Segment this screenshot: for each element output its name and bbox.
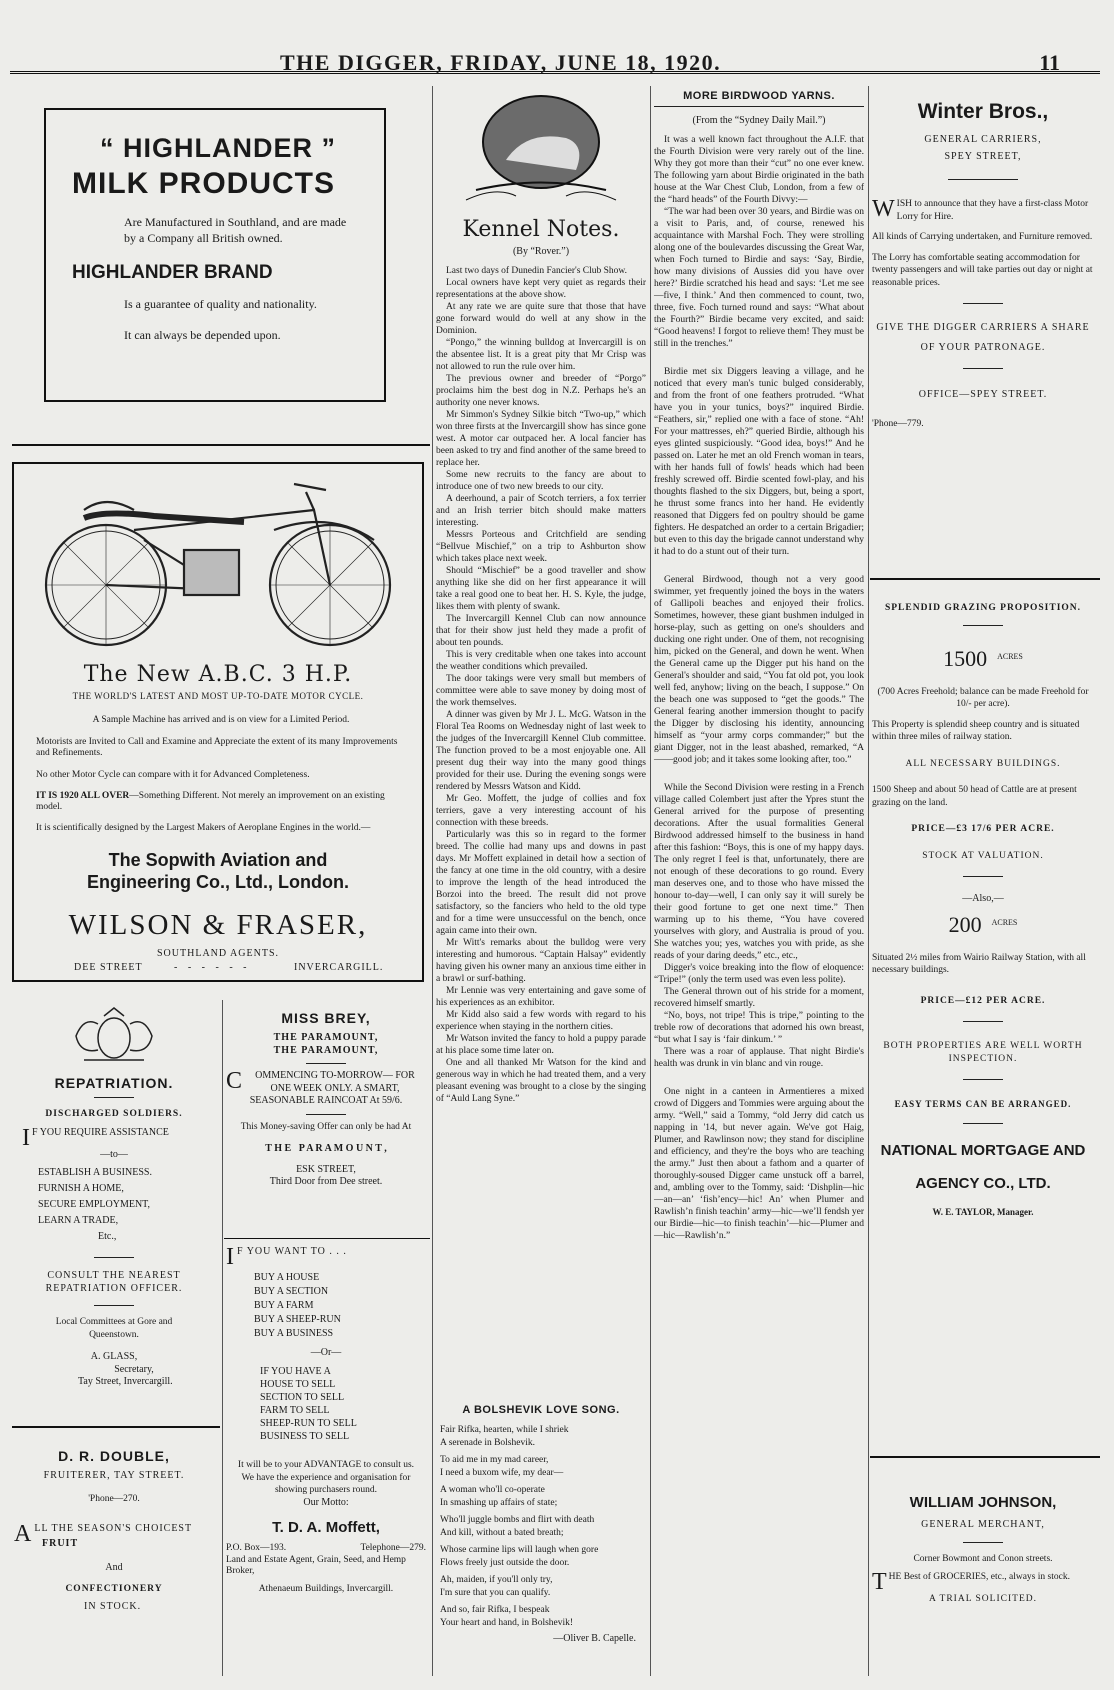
- brey-offer: [226, 1070, 426, 1108]
- moffett-buy-item: BUY A FARM: [254, 1299, 314, 1311]
- poem-line: I need a buxom wife, my dear—: [440, 1467, 564, 1478]
- kennel-paragraph: Mr Watson invited the fancy to hold a puppy parade at his place some time later on.: [436, 1033, 646, 1056]
- moffett-sell: [226, 1365, 426, 1443]
- moffett-tel: Telephone—279.: [360, 1543, 426, 1553]
- poem-line: To aid me in my mad career,: [440, 1455, 549, 1465]
- kennel-illustration: [436, 90, 646, 210]
- abc-para: A Sample Machine has arrived and is on view for a Limited Period.: [92, 715, 350, 725]
- johnson-line: [872, 1569, 1094, 1595]
- birdwood-yarns: [654, 90, 864, 1242]
- brey-ad: [226, 1010, 426, 1189]
- repatriation-name: A. GLASS,: [90, 1351, 138, 1362]
- dropcap: I: [22, 1124, 30, 1151]
- double-fruit: FRUIT: [42, 1537, 79, 1549]
- grazing-title: SPLENDID GRAZING PROPOSITION.: [884, 603, 1082, 613]
- highlander-title: “ HIGHLANDER ”: [100, 133, 336, 163]
- grazing-easy: EASY TERMS CAN BE ARRANGED.: [894, 1099, 1072, 1109]
- brey-p2: This Money-saving Offer can only be had At: [240, 1121, 412, 1132]
- grazing-co1: NATIONAL MORTGAGE AND: [880, 1141, 1086, 1159]
- poem-line: A woman who'll co-operate: [440, 1485, 545, 1495]
- kennel-paragraph: Local owners have kept very quiet as regards their representations at the above show.: [436, 277, 646, 300]
- moffett-sell-item: BUSINESS TO SELL: [260, 1431, 350, 1442]
- repatriation-item: SECURE EMPLOYMENT,: [38, 1199, 151, 1210]
- kennel-paragraph: At any rate we are quite sure that those that have gone forward would do well at any show in the Dominion.: [436, 301, 646, 336]
- kennel-paragraph: Particularly was this so in regard to the former breed. The collie had many ups and downs in past days. Mr Moffett explained in detail how a section of the fancy at one time in the old country, with a desire to improve the length of the head introduced the Borzoi into the breed. The result did not prove satisfactory, so the fanciers who held to the old type and for a time were unsuccessful on the bench, once again came into their own.: [436, 829, 646, 936]
- grazing-num2: 200: [948, 911, 982, 937]
- bolshevik-lines: [436, 1424, 646, 1629]
- kennel-paragraph: “Pongo,” the winning bulldog at Invercargill is on the absentee list. It is a great pity that Mr Crisp was not allowed to run the rule over him.: [436, 337, 646, 372]
- repatriation-consult: CONSULT THE NEAREST REPATRIATION OFFICER.: [45, 1270, 183, 1294]
- abc-subtitle: THE WORLD'S LATEST AND MOST UP-TO-DATE MOTOR CYCLE.: [72, 691, 364, 701]
- divider: [870, 1456, 1100, 1458]
- poem-line: A serenade in Bolshevik.: [440, 1437, 535, 1448]
- winter-phone: 'Phone—779.: [872, 418, 924, 429]
- poem-line: Ah, maiden, if you'll only try,: [440, 1575, 553, 1585]
- kennel-paragraph: Should “Mischief” be a good traveller and show anything like she did on her first appearance it will take a real good one to beat her. H. S. Kyle, the judge, likes them with plenty of swank.: [436, 565, 646, 612]
- moffett-motto: Our Motto:: [303, 1496, 349, 1508]
- abc-1920-rest: —Something Different. Not merely an improvement on an existing model.: [36, 791, 385, 812]
- repatriation-items: [14, 1165, 214, 1245]
- abc-dots: - - - - - -: [174, 962, 251, 973]
- johnson-corner: Corner Bowmont and Conon streets.: [913, 1553, 1053, 1564]
- moffett-adv: It will be to your ADVANTAGE to consult us. We have the experience and organisation for showing purchasers round.: [237, 1460, 415, 1495]
- abc-para: [36, 791, 406, 813]
- abc-para: It is scientifically designed by the Largest Makers of Aeroplane Engines in the world.—: [36, 823, 371, 833]
- moffett-buy-item: BUY A SECTION: [254, 1285, 329, 1297]
- johnson-trial: A TRIAL SOLICITED.: [929, 1594, 1037, 1604]
- double-phone: 'Phone—270.: [88, 1493, 140, 1504]
- kennel-paragraph: A deerhound, a pair of Scotch terriers, a fox terrier and an Irish terrier bitch should make matters interesting.: [436, 493, 646, 528]
- moffett-buy-item: BUY A HOUSE: [254, 1271, 320, 1283]
- divider: [224, 1238, 430, 1239]
- poem-line: And kill, without a bated breath;: [440, 1527, 564, 1538]
- grazing-free: (700 Acres Freehold; balance can be made Freehold for 10/- per acre).: [877, 686, 1089, 709]
- johnson-sub: GENERAL MERCHANT,: [921, 1519, 1045, 1530]
- johnson-ad: [872, 1494, 1094, 1606]
- repatriation-item: LEARN A TRADE,: [38, 1215, 119, 1226]
- winter-ad: [872, 100, 1094, 430]
- divider: [12, 1426, 220, 1428]
- kennel-paragraph: Mr Geo. Moffett, the judge of collies and fox terriers, gave a very interesting account of his connection with these breeds.: [436, 793, 646, 828]
- grazing-both: BOTH PROPERTIES ARE WELL WORTH INSPECTION.: [883, 1041, 1083, 1064]
- moffett-box: P.O. Box—193.: [226, 1543, 287, 1553]
- kennel-body: [436, 265, 646, 1105]
- dropcap: W: [872, 196, 895, 222]
- abc-maker-1: The Sopwith Aviation and: [108, 850, 328, 870]
- abc-agent: WILSON & FRASER,: [68, 909, 368, 941]
- column-rule: [868, 86, 869, 1676]
- brey-esk: ESK STREET,: [296, 1163, 356, 1175]
- grazing-mgr: W. E. TAYLOR, Manager.: [932, 1206, 1034, 1217]
- moffett-sell-item: SHEEP-RUN TO SELL: [260, 1418, 357, 1429]
- birdwood-source: (From the “Sydney Daily Mail.”): [692, 115, 826, 126]
- poem-line: Fair Rifka, hearten, while I shriek: [440, 1425, 569, 1435]
- kennel-paragraph: Some new recruits to the fancy are about to introduce one of two new breeds to our city.: [436, 469, 646, 492]
- birdwood-paragraph: The General thrown out of his stride for a moment, recovered himself smartly.: [654, 986, 864, 1009]
- johnson-title: WILLIAM JOHNSON,: [909, 1494, 1057, 1511]
- birdwood-paragraph: “No, boys, not tripe! This is tripe,” pointing to the treble row of decorations that adorned his own breast, “but what I say is ‘fair dinkum.’ ”: [654, 1010, 864, 1045]
- brey-title: MISS BREY,: [281, 1010, 371, 1026]
- moffett-sell-item: FARM TO SELL: [260, 1405, 330, 1416]
- winter-wish: [872, 198, 1094, 223]
- grazing-price1: PRICE—£3 17/6 PER ACRE.: [911, 824, 1055, 834]
- highlander-body-2: Is a guarantee of quality and nationality.: [124, 297, 317, 311]
- birdwood-paragraph: “The war had been over 30 years, and Birdie was on a visit to Paris, and, of course, renewed his acquaintance with Marshal Foch. They were strolling along one of the boulevardes discussing the Great War, when Foch turned to Birdie and says: ‘Say, Birdie, how many divisions of Aussies did you have over here?’ Birdie scratched his head and says: ‘Let me see—five, I think.’ And then commenced to count, two, three, five. Foch turned round and says: “What about the Fourth?” Birdie became very excited, and said: “Good heavens! I forgot to relieve them! They must be still in the trenches.”: [654, 206, 864, 349]
- grazing-num1: 1500: [943, 645, 988, 671]
- column-rule: [432, 86, 433, 1676]
- winter-title: Winter Bros.,: [917, 100, 1049, 123]
- poem-line: Flows freely just outside the door.: [440, 1557, 570, 1568]
- grazing-build: ALL NECESSARY BUILDINGS.: [905, 758, 1061, 769]
- repatriation-title: REPATRIATION.: [54, 1075, 174, 1091]
- brey-sub: THE PARAMOUNT,: [273, 1032, 379, 1043]
- abc-title: The New A.B.C. 3 H.P.: [83, 662, 353, 687]
- poem-line: And so, fair Rifka, I bespeak: [440, 1605, 550, 1615]
- kennel-paragraph: Mr Lennie was very entertaining and gave some of his experiences as an exhibitor.: [436, 985, 646, 1008]
- abc-town: INVERCARGILL.: [294, 962, 384, 973]
- royal-crest-icon: [14, 1006, 214, 1066]
- grazing-num2-row: [872, 912, 1094, 938]
- double-ad: [14, 1448, 214, 1614]
- winter-p4: GIVE THE DIGGER CARRIERS A SHARE OF YOUR PATRONAGE.: [876, 322, 1090, 353]
- kennel-paragraph: Mr Witt's remarks about the bulldog were very interesting and humorous. “Captain Halsay” evidently having given his owner many an anxious time either in a brawl or surf-bathing.: [436, 937, 646, 984]
- double-sub: FRUITERER, TAY STREET.: [43, 1470, 185, 1481]
- poem-line: I'm sure that you can qualify.: [440, 1587, 551, 1598]
- moffett-buy-item: BUY A BUSINESS: [254, 1327, 334, 1339]
- abc-para: No other Motor Cycle can compare with it for Advanced Completeness.: [36, 769, 310, 780]
- repatriation-role: Secretary,: [114, 1363, 154, 1375]
- kennel-paragraph: Mr Simmon's Sydney Silkie bitch “Two-up,” which won three firsts at the Invercargill show has since gone west. A motor car outpaced her. A local fancier has been asked to try and find another of the same breed to replace her.: [436, 409, 646, 468]
- double-conf: CONFECTIONERY: [65, 1583, 163, 1594]
- repatriation-to: —to—: [100, 1148, 128, 1160]
- column-rule: [650, 86, 651, 1676]
- poem-line: Your heart and hand, in Bolshevik!: [440, 1617, 574, 1628]
- grazing-ad: [872, 602, 1094, 1218]
- abc-para: Motorists are Invited to Call and Examine and Appreciate the extent of its many Improvements and Refinements.: [36, 736, 398, 758]
- divider: [12, 444, 430, 446]
- birdwood-paragraph: There was a roar of applause. That night Birdie's health was drunk in vin blanc and vin rouge.: [654, 1046, 864, 1069]
- repatriation-sub: DISCHARGED SOLDIERS.: [45, 1109, 183, 1119]
- abc-agent-sub: SOUTHLAND AGENTS.: [157, 948, 279, 959]
- bolshevik-title: A BOLSHEVIK LOVE SONG.: [462, 1404, 620, 1416]
- bolshevik-author: —Oliver B. Capelle.: [553, 1633, 636, 1644]
- birdwood-paragraph: While the Second Division were resting in a French village called Colembert just after the Ypres stunt the General arrived for the purpose of presenting decorations. After the usual formalities General Birdwood addressed himself to the business in hand after this fashion: “Boys, this is one of my happy days. The only regret I feel is that, unfortunately, there are not enough of these decorations to go round. Every man deserves one, and to those who have missed the honour to-day—well, I can only say it will surely be their good fortune to get one next time.” Then warming up to his theme, “You have covered yourselves with glory, and Australia is proud of you. She watches you; yes, watches you with pride, as she reads of your daring deeds,” etc., etc.,: [654, 782, 864, 961]
- birdwood-paragraph: Birdie met six Diggers leaving a village, and he noticed that every man's tunic bulged considerably, and from the front of one feathers protruded. “What have you in your tunics, boys?” inquired Birdie. “Feathers, sir,” replied one with a face of stone. “Ah! For your mattresses, eh?” queried Birdie, although his eyes glinted suspiciously. “Good idea, boys!” And he passed on. Later he met an old French woman in tears, with her hands full of fowls' heads which had been freshly screwed off. Birdie scented fowl-play, and his thoughts flashed to the six Diggers, but, being a sport, he thrust some francs into her hand. He evidently reasoned that Diggers fed on poultry should be game fighters. He despatched an order to a certain Brigadier; but even to this day the brigade cannot understand why it had to do a stunt out of their turn.: [654, 366, 864, 557]
- double-title: D. R. DOUBLE,: [58, 1448, 170, 1464]
- bolshevik-song: [436, 1404, 646, 1646]
- kennel-notes: [436, 90, 646, 1105]
- repatriation-if-text: F YOU REQUIRE ASSISTANCE: [32, 1126, 169, 1138]
- birdwood-paragraph: It was a well known fact throughout the A.I.F. that the Fourth Division were very rarely out of the line. Why they got more than their “cut” no one ever knew. The following yarn about Birdie originated in the bath house at the War Chest Club, London, from a few of the “hard heads” of the Fourth Divvy:—: [654, 134, 864, 205]
- brey-sub: THE PARAMOUNT,: [273, 1044, 379, 1056]
- highlander-body-1: Are Manufactured in Southland, and are made by a Company all British owned.: [124, 215, 347, 245]
- repatriation-local: Local Committees at Gore and Queenstown.: [55, 1317, 173, 1340]
- brey-door: Third Door from Dee street.: [269, 1176, 383, 1187]
- double-line1: LL THE SEASON'S CHOICEST: [34, 1523, 193, 1534]
- grazing-p1: This Property is splendid sheep country and is situated within three miles of railway station.: [872, 719, 1080, 742]
- highlander-ad: [44, 108, 386, 402]
- grazing-p2: Situated 2½ miles from Wairio Railway Station, with all necessary buildings.: [872, 952, 1086, 975]
- repatriation-item: FURNISH A HOME,: [38, 1183, 124, 1194]
- grazing-num1-row: [872, 646, 1094, 672]
- kennel-paragraph: Last two days of Dunedin Fancier's Club Show.: [446, 265, 628, 276]
- moffett-build: Athenaeum Buildings, Invercargill.: [258, 1583, 394, 1594]
- dropcap: C: [226, 1068, 243, 1094]
- kennel-title: Kennel Notes.: [462, 217, 620, 242]
- moffett-name: T. D. A. Moffett,: [272, 1519, 380, 1536]
- moffett-or: —Or—: [310, 1346, 342, 1358]
- double-and: And: [105, 1562, 123, 1573]
- divider: [870, 578, 1100, 580]
- poem-line: In smashing up affairs of state;: [440, 1497, 558, 1508]
- repatriation-item: ESTABLISH A BUSINESS.: [38, 1167, 152, 1178]
- highlander-subtitle: MILK PRODUCTS: [72, 167, 335, 200]
- highlander-brand: HIGHLANDER BRAND: [72, 262, 273, 283]
- repatriation-ad: [14, 1006, 214, 1389]
- kennel-paragraph: One and all thanked Mr Watson for the kind and generous way in which he had treated them, and a very pleasant evening was brought to a close by the singing of “Auld Lang Syne.”: [436, 1057, 646, 1104]
- masthead: [10, 50, 1100, 74]
- winter-p2: All kinds of Carrying undertaken, and Furniture removed.: [872, 232, 1093, 242]
- abc-street: DEE STREET: [74, 962, 143, 973]
- grazing-stock: STOCK AT VALUATION.: [922, 850, 1044, 861]
- brey-shop: T H E P A R A M O U N T ,: [265, 1143, 387, 1154]
- winter-office: OFFICE—SPEY STREET.: [918, 389, 1048, 400]
- moffett-sell-item: SECTION TO SELL: [260, 1392, 345, 1403]
- dropcap: A: [14, 1521, 33, 1547]
- birdwood-title: MORE BIRDWOOD YARNS.: [654, 90, 864, 107]
- kennel-paragraph: The previous owner and breeder of “Porgo” proclaims him the best dog in N.Z. Perhaps he's an authority one never knows.: [436, 373, 646, 408]
- grazing-sheep: 1500 Sheep and about 50 head of Cattle are at present grazing on the land.: [872, 785, 1077, 808]
- kennel-byline: (By “Rover.”): [512, 246, 570, 257]
- abc-maker-2: Engineering Co., Ltd., London.: [87, 872, 349, 892]
- repatriation-addr: Tay Street, Invercargill.: [78, 1376, 173, 1387]
- moffett-if-text: F YOU WANT TO . . .: [237, 1246, 347, 1257]
- grazing-also: —Also,—: [962, 893, 1004, 904]
- masthead-title: THE DIGGER, FRIDAY, JUNE 18, 1920.: [280, 50, 722, 75]
- kennel-paragraph: This is very creditable when one takes into account the weather conditions which prevailed.: [436, 649, 646, 672]
- repatriation-if: [14, 1124, 214, 1151]
- moffett-if: [226, 1244, 426, 1270]
- johnson-line-text: HE Best of GROCERIES, etc., always in stock.: [888, 1572, 1070, 1582]
- grazing-acres1: ACRES: [997, 652, 1023, 662]
- poem-line: Who'll juggle bombs and flirt with death: [440, 1515, 595, 1525]
- birdwood-body: [654, 134, 864, 1242]
- moffett-sell-item: HOUSE TO SELL: [260, 1379, 336, 1390]
- dropcap: I: [226, 1244, 235, 1270]
- moffett-ad: [226, 1246, 426, 1595]
- birdwood-paragraph: One night in a canteen in Armentieres a mixed crowd of Diggers and Tommies were arguing about the army. “Well,” said a Tommy, “old Jerry did catch us napping in '14, but never again. We've got Haig, Plumer, and Rawlinson now; they stand for discipline and efficiency, and they're the boys who are teaching the army.” Just then about a fathom and a quarter of thoroughly-soused Digger came unstuck off a barrel, and, ambling over to the Tommy, said: ‘Dishplin—hic—an—an’ ‘fish’ency—hic! An’ when Plumer and Rawlish’n finish teachin’ army—hic—we’ll fendsh yer our Birdie—hic—to finish teachin’—hic—Plumer and—hic—Rawlish’n.”: [654, 1086, 864, 1241]
- grazing-co2: AGENCY CO., LTD.: [915, 1174, 1051, 1192]
- moffett-buy: [226, 1271, 426, 1341]
- birdwood-paragraph: General Birdwood, though not a very good swimmer, yet frequently joined the boys in the waters of Gallipoli beaches and enjoyed their frolics. Sometimes, however, these giant bushmen indulged in horse-play, such as getting on one's shoulders and ducking one right under. One of them, not recognising him, picked on the General, and down he went. When the General came up the Digger put his hand on the General's shoulder and said, “You fat old pot, you look well fed, anyhow; living on the beach, I suppose.” On the beach one was supposed to “get the goods.” The General fearing another immersion thought to pacify the Digger by disclosing his identity, announcing himself as “your army corps commander;” but the giant Digger, not in the least abashed, remarked, “A——good job; and it takes some looking after, too.”: [654, 574, 864, 765]
- grazing-price2: PRICE—£12 PER ACRE.: [920, 995, 1046, 1006]
- abc-body: [36, 714, 406, 834]
- kennel-paragraph: Messrs Porteous and Critchfield are sending “Bellvue Mischief,” on a trip to Ashburton show which takes place next week.: [436, 529, 646, 564]
- kennel-paragraph: The Invercargill Kennel Club can now announce that for their show just held they made a profit of about ten pounds.: [436, 613, 646, 648]
- repatriation-item: Etc.,: [98, 1231, 117, 1242]
- abc-motorcycle-ad: [12, 462, 424, 982]
- winter-p3: The Lorry has comfortable seating accommodation for twenty passengers and will take parties out day or night at reasonable prices.: [872, 252, 1093, 288]
- kennel-paragraph: A dinner was given by Mr J. L. McG. Watson in the Floral Tea Rooms on Wednesday night of last week to the judges of the Invercargill Kennel Club committee. The function proved to be a most enjoyable one. All present dug their way into the many good things provided for their use. During the evening songs were rendered by Messrs Watson and Kidd.: [436, 709, 646, 792]
- moffett-agent: Land and Estate Agent, Grain, Seed, and Hemp Broker,: [226, 1554, 406, 1576]
- dropcap: T: [872, 1569, 887, 1595]
- winter-sub: GENERAL CARRIERS,: [924, 134, 1042, 145]
- moffett-contacts: [226, 1542, 426, 1555]
- motorcycle-illustration: [14, 470, 422, 660]
- column-rule: [222, 1000, 223, 1676]
- winter-sub: SPEY STREET,: [944, 150, 1022, 162]
- kennel-paragraph: Mr Kidd also said a few words with regard to his experience when staying in the northern cities.: [436, 1009, 646, 1032]
- grazing-acres2: ACRES: [991, 918, 1018, 928]
- poem-line: Whose carmine lips will laugh when gore: [440, 1545, 599, 1555]
- winter-wish-text: ISH to announce that they have a first-class Motor Lorry for Hire.: [896, 199, 1089, 222]
- abc-1920: IT IS 1920 ALL OVER: [36, 791, 130, 801]
- kennel-paragraph: The door takings were very small but members of committee were able to save money by doing most of the work themselves.: [436, 673, 646, 708]
- highlander-body-3: It can always be depended upon.: [124, 328, 281, 342]
- moffett-buy-item: BUY A SHEEP-RUN: [254, 1313, 341, 1325]
- double-stock: IN STOCK.: [84, 1601, 142, 1612]
- brey-offer-text: OMMENCING TO-MORROW— FOR ONE WEEK ONLY. A SMART, SEASONABLE RAINCOAT At 59/6.: [249, 1070, 415, 1106]
- moffett-sell-item: IF YOU HAVE A: [260, 1366, 331, 1377]
- birdwood-paragraph: Digger's voice breaking into the flow of eloquence: “Tripe!” (only the term used was even less polite).: [654, 962, 864, 985]
- page-number: 11: [1039, 50, 1060, 75]
